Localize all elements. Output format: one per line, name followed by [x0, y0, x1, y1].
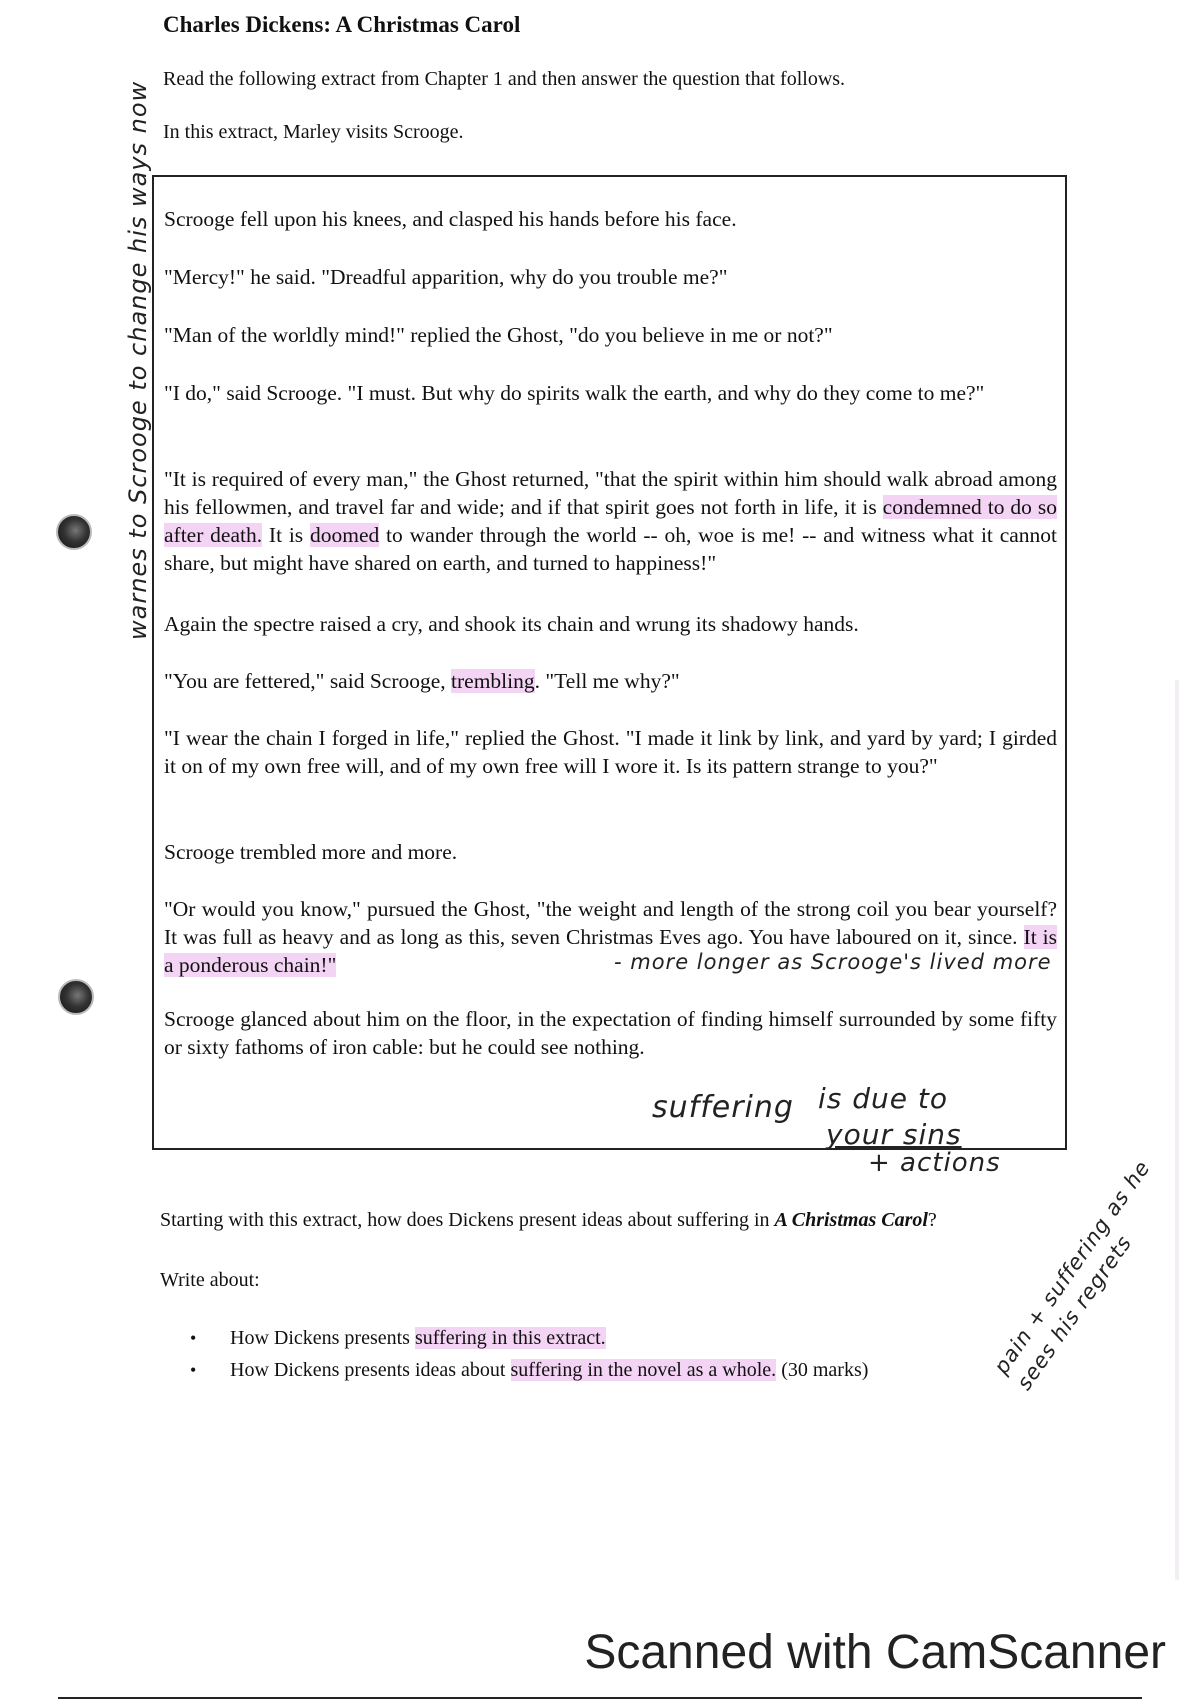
extract-paragraph: "Mercy!" he said. "Dreadful apparition, why do you trouble me?"	[164, 265, 728, 289]
question-prompt	[160, 1209, 937, 1232]
margin-note-vertical: warnes to Scrooge to change his ways now	[124, 80, 152, 640]
bullet-icon: •	[190, 1328, 197, 1348]
extract-paragraph	[164, 667, 1057, 695]
extract-paragraph: "Man of the worldly mind!" replied the Ghost, "do you believe in me or not?"	[164, 323, 833, 347]
novel-title: A Christmas Carol	[774, 1209, 928, 1231]
highlight: condemned to do so after death.	[164, 495, 1057, 547]
highlight: trembling	[451, 669, 535, 693]
extract-paragraph: Scrooge fell upon his knees, and clasped his hands before his face.	[164, 207, 737, 231]
bullet-icon: •	[190, 1360, 197, 1380]
highlight: It is a ponderous chain!"	[164, 925, 1057, 977]
scanner-watermark: Scanned with CamScanner	[584, 1626, 1166, 1679]
suffering-annotation: + actions	[868, 1148, 1001, 1178]
bottom-rule	[58, 1697, 1142, 1699]
text-span: ?	[927, 1209, 937, 1231]
extract-paragraph: "I do," said Scrooge. "I must. But why do spirits walk the earth, and why do they come to me?"	[164, 381, 985, 405]
text-span: "You are fettered," said Scrooge,	[164, 669, 452, 693]
extract-paragraph: Scrooge trembled more and more.	[164, 840, 458, 864]
text-span: Starting with this extract, how does Dickens present ideas about suffering in	[160, 1209, 775, 1231]
bullet-list	[190, 1322, 990, 1386]
punch-hole-bottom	[58, 979, 94, 1015]
bullet-text: How Dickens presents suffering in this extract.	[230, 1327, 606, 1349]
bullet-text: How Dickens presents ideas about suffering in the novel as a whole. (30 marks)	[230, 1359, 869, 1381]
suffering-annotation: your sins	[826, 1118, 962, 1151]
suffering-annotation: is due to	[818, 1082, 949, 1115]
extract-paragraph: Again the spectre raised a cry, and shook its chain and wrung its shadowy hands.	[164, 612, 859, 636]
write-about-label: Write about:	[160, 1269, 260, 1291]
extract-paragraph: "I wear the chain I forged in life," replied the Ghost. "I made it link by link, and yard by yard; I girded it on of my own free will, and of my own free will I wore it. Is its pattern strange to you?"	[164, 726, 1057, 778]
text-span: to wander through the world -- oh, woe is me! -- and witness what it cannot share, but might have shared on earth, and turned to happiness!"	[164, 523, 1057, 575]
punch-hole-top	[56, 514, 92, 550]
extract-paragraph: Scrooge glanced about him on the floor, in the expectation of finding himself surrounded by some fifty or sixty fathoms of iron cable: but he could see nothing.	[164, 1007, 1057, 1059]
right-margin-note: pain + suffering as he sees his regrets	[989, 1155, 1155, 1395]
list-item	[190, 1322, 990, 1354]
context-text: In this extract, Marley visits Scrooge.	[163, 121, 464, 143]
text-span: It is	[262, 523, 310, 547]
chain-annotation: - more longer as Scrooge's lived more	[614, 950, 1052, 974]
extract-paragraph	[164, 465, 1057, 577]
page-title: Charles Dickens: A Christmas Carol	[163, 12, 521, 37]
scan-edge	[1175, 680, 1179, 1580]
text-span: "Or would you know," pursued the Ghost, "the weight and length of the strong coil you bear yourself? It was full as heavy and as long as this, seven Christmas Eves ago. You have laboured on it, since.	[164, 897, 1057, 949]
text-span: "It is required of every man," the Ghost returned, "that the spirit within him should walk abroad among his fellowmen, and travel far and wide; and if that spirit goes not forth in life, it is	[164, 467, 1057, 519]
highlight: doomed	[309, 523, 380, 547]
instruction-text: Read the following extract from Chapter 1 and then answer the question that follows.	[163, 68, 846, 90]
list-item	[190, 1354, 990, 1386]
suffering-annotation: suffering	[652, 1090, 794, 1125]
text-span: . "Tell me why?"	[534, 669, 680, 693]
